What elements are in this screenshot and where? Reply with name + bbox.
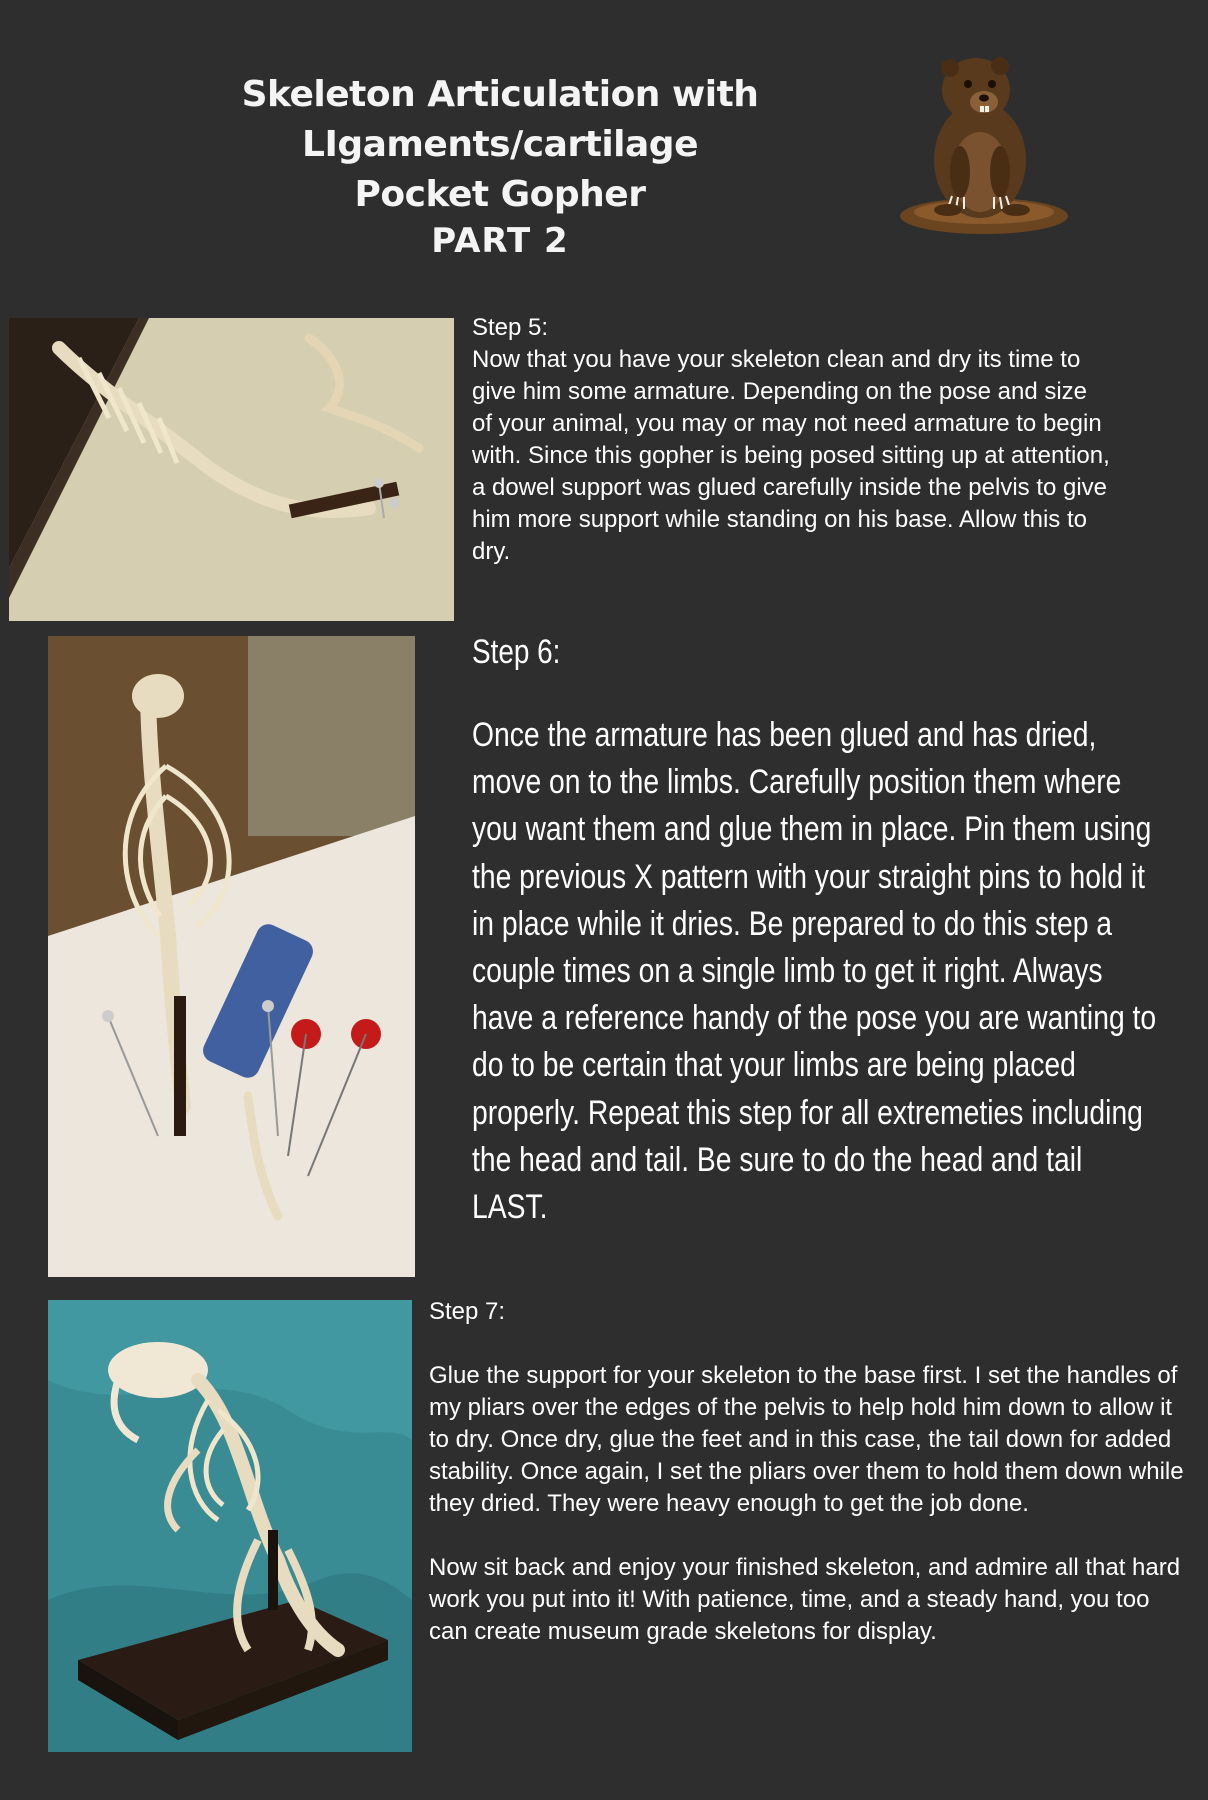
page-subtitle: Pocket Gopher [354, 174, 646, 215]
part-label: PART 2 [431, 221, 569, 261]
skeleton-photo-limbs [48, 636, 415, 1277]
step-7-closing: Now sit back and enjoy your finished skeleton, and admire all that hard work you put into it! With patience, time, and a steady hand, you too can create museum grade skeletons for display. [429, 1554, 1181, 1645]
step-5-body: Now that you have your skeleton clean and dry its time to give him some armature. Depending on the pose and size of your animal, you may or may not need armature to begin with. Since this gopher is being posed sitting up at attention, a dowel support was glued carefully inside the pelvis to give him more support while standing on his base. Allow this to dry. [472, 346, 1110, 565]
page-header [60, 70, 940, 262]
step-7-body: Glue the support for your skeleton to the base first. I set the handles of my pliars over the edges of the pelvis to help hold him down to allow it to dry. Once dry, glue the feet and in this case, the tail down for added stability. Once again, I set the pliars over them to hold them down while they dried. They were heavy enough to get the job done. [429, 1362, 1184, 1517]
page-title: Skeleton Articulation with LIgaments/cartilage [241, 74, 759, 165]
step-6-title: Step 6: [472, 633, 561, 671]
step-6-body: Once the armature has been glued and has dried, move on to the limbs. Carefully position them where you want them and glue them in place. Pin them using the previous X pattern with your straight pins to hold it in place while it dries. Be prepared to do this step a couple times on a single limb to get it right. Always have a reference handy of the pose you are wanting to do to be certain that your limbs are being placed properly. Repeat this step for all extremeties including the head and tail. Be sure to do the head and tail LAST. [472, 716, 1157, 1227]
skeleton-photo-finished [48, 1300, 412, 1752]
step-5-title: Step 5: [472, 314, 549, 341]
gopher-illustration [888, 40, 1076, 240]
step-7-title: Step 7: [429, 1298, 506, 1325]
step-5 [472, 312, 1112, 568]
step-7 [429, 1296, 1189, 1648]
step-6 [472, 632, 1172, 1231]
skeleton-photo-armature [9, 318, 454, 621]
